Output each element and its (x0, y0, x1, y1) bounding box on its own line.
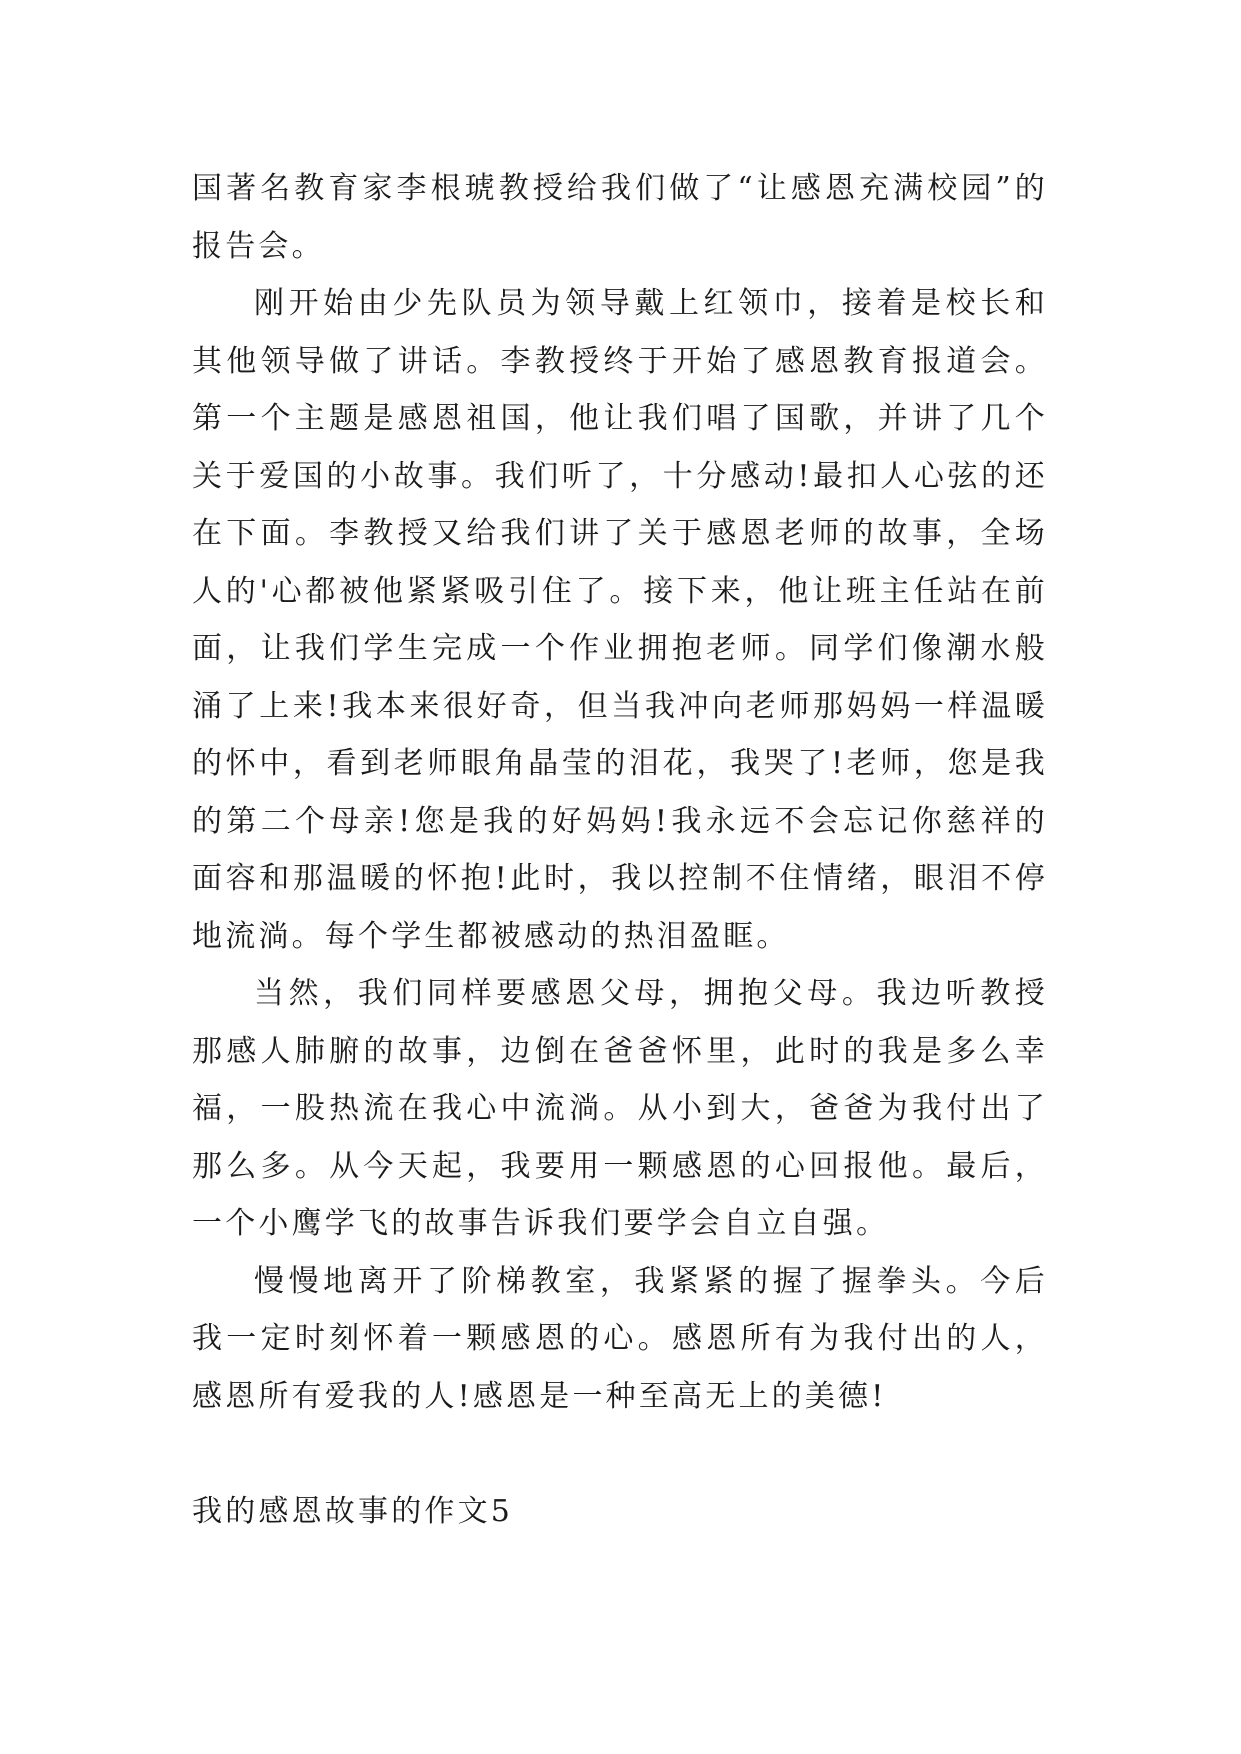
paragraph-parents: 当然，我们同样要感恩父母，拥抱父母。我边听教授那感人肺腑的故事，边倒在爸爸怀里，此时的我是多么幸福，一股热流在我心中流淌。从小到大，爸爸为我付出了那么多。从今天起，我要用一颗感恩的心回报他。最后，一个小鹰学飞的故事告诉我们要学会自立自强。 (192, 976, 1048, 1241)
paragraph-continuation: 国著名教育家李根琥教授给我们做了“让感恩充满校园”的报告会。 (192, 171, 1048, 264)
paragraph-conclusion: 慢慢地离开了阶梯教室，我紧紧的握了握拳头。今后我一定时刻怀着一颗感恩的心。感恩所有为我付出的人，感恩所有爱我的人!感恩是一种至高无上的美德! (192, 1263, 1048, 1414)
document-page (192, 160, 1048, 1540)
section-heading: 我的感恩故事的作文5 (192, 1493, 514, 1529)
section-gap (192, 1425, 1048, 1483)
paragraph-lecture: 刚开始由少先队员为领导戴上红领巾，接着是校长和其他领导做了讲话。李教授终于开始了感恩教育报道会。第一个主题是感恩祖国，他让我们唱了国歌，并讲了几个关于爱国的小故事。我们听了，十分感动!最扣人心弦的还在下面。李教授又给我们讲了关于感恩老师的故事，全场人的'心都被他紧紧吸引住了。接下来，他让班主任站在前面，让我们学生完成一个作业拥抱老师。同学们像潮水般涌了上来!我本来很好奇，但当我冲向老师那妈妈一样温暖的怀中，看到老师眼角晶莹的泪花，我哭了!老师，您是我的第二个母亲!您是我的好妈妈!我永远不会忘记你慈祥的面容和那温暖的怀抱!此时，我以控制不住情绪，眼泪不停地流淌。每个学生都被感动的热泪盈眶。 (192, 286, 1048, 954)
